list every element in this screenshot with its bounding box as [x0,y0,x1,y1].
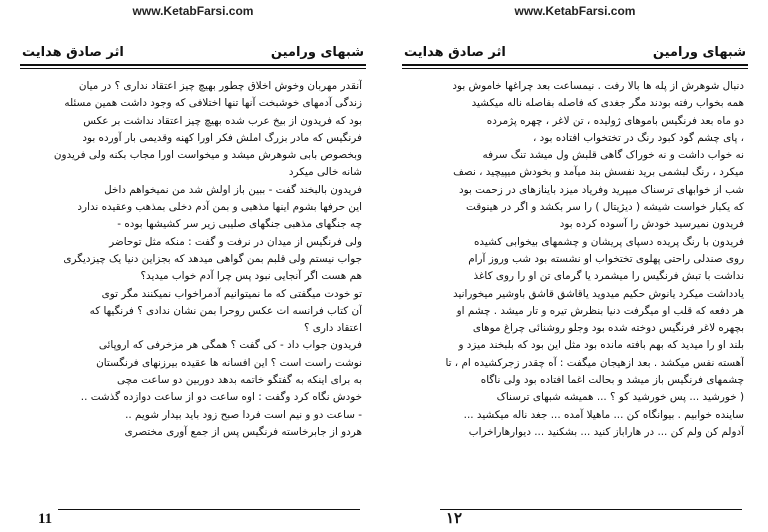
running-header [22,42,364,62]
text-line: بود که فریدون از بیخ عرب شده بهیچ چیز اعتقاد نداشت بر عکس [83,114,362,127]
author-credit: اثر صادق هدایت [22,44,124,60]
text-line: شانه خالى میکرد [288,166,362,179]
header-rule-thin [402,68,748,69]
text-line: فرنگیس که مادر بزرگ املش فکر اورا کهنه وقدیمى بار آورده بود [82,131,362,144]
text-line: به براى اینکه به گفتگو خاتمه بدهد دوربین دو ساعت مچى [116,374,362,387]
text-line: آن کتاب فرانسه ات عکس روحرا بمن نشان ندادى ؟ فرنگیها که [89,304,362,317]
text-line: فریدون جواب داد - کى گفت ؟ همگى هر مزخرفى که اروپائى [98,339,362,352]
site-watermark: www.KetabFarsi.com [514,4,636,18]
header-rule-thin [20,68,366,69]
book-title: شبهای ورامین [652,44,746,60]
text-line: نوشت راست است ؟ این افسانه ها عقیده بیرزنهاى فرنگستان [96,356,362,369]
left-page [18,0,368,532]
text-line: نه خواب داشت و نه خوراک گاهى قلبش ول میشد تنگ سرفه [482,149,744,162]
text-line: آدولم کن ولم کن ... در هاراباز کنید ... بشکنید ... دیوارهاراخراب [468,425,744,438]
text-line: تو خودت میگفتى که ما نمیتوانیم آدمراخواب نمیکنند مگر توى [101,287,362,300]
footer-rule [58,509,360,510]
book-title: شبهای ورامین [270,44,364,60]
text-line: هم هست اگر آنجایى نبود پس چرا آدم خواب میدید؟ [140,270,362,283]
text-line: همه بخواب رفته بودند مگر جغدى که فاصله بفاصله ناله میکشید [471,97,744,110]
text-line: چشمهاى فرنگیس باز میشد و بحالت اغما افتاده بود ولى ناگاه [480,374,744,387]
text-line: شب از خوابهاى ترسناک میپرید وفریاد میزد باینازهاى در زحمت بود [458,183,744,196]
text-line: چه جنگهاى مذهبى جنگهاى صلیبى زیر سر کشیشها بوده - [117,218,362,231]
text-line: دو ماه بعد فرنگیس باموهاى ژولیده ، تن لاغر ، چهره پژمرده [486,114,744,127]
page-number: 11 [38,511,53,527]
text-line: یادداشت میکرد یانوش حکیم میدوید یاقاشق قاشق باوشیر میخورانید [453,287,744,300]
text-line: ولى فرنگیس از میدان در نرفت و گفت : منکه مثل توحاضر [109,235,362,248]
text-line: هر دفعه که قلب او میگرفت دنیا بنظرش تیره و تار میشد . چشم او [456,304,744,317]
text-line: آنقدر مهربان وخوش اخلاق چطور بهیچ چیز اعتقاد ندارى ؟ در میان [78,80,362,92]
text-line: خودش نگاه کرد وگفت : اوه ساعت دو از ساعت دوازده گذشت .. [80,391,362,404]
header-rule [20,64,366,66]
text-line: اعتقاد دارى ؟ [303,322,362,335]
text-line: وبخصوص بابى شوهرش میشد و میخواست اورا مجاب بکنه ولى فریدون [53,149,362,162]
body-text [24,78,362,498]
text-line: ( خورشید ... پس خورشید کو ؟ ... همیشه شبهاى ترسناک [496,391,744,404]
text-line: روى صندلى راحتى پهلوى تختخواب او نشسته بود شب وروز آرام [468,252,744,265]
text-line: فریدون با رنگ پریده دسپاى پریشان و چشمهاى بیخوابى کشیده [473,235,744,248]
header-rule [402,64,748,66]
text-line: دنبال شوهرش از پله ها بالا رفت . نیمساعت بعد چراغها خاموش بود [452,80,744,92]
text-line: ، پای چشم گود کبود رنگ در تختخواب افتاده بود ، [533,131,744,144]
running-header [404,42,746,62]
text-line: فریدون نمیرسید خودش را آسوده کرده بود [559,218,744,231]
body-text [406,78,744,498]
right-page [400,0,750,532]
text-line: - ساعت دو و نیم است فردا صبح زود باید بیدار شویم .. [125,408,362,421]
footer-rule [440,509,742,510]
page-number: ۱۲ [446,511,463,527]
text-line: هردو از جابرخاسته فرنگیس پس از جمع آورى مختصرى [124,425,362,438]
author-credit: اثر صادق هدایت [404,44,506,60]
site-watermark: www.KetabFarsi.com [132,4,254,18]
text-line: آهسته نفس میکشد . بعد ازهیجان میگفت : آه چقدر زجرکشیده ام ، تا [445,356,744,369]
text-line: جواب نیستم ولى قلبم بمن گواهى میدهد که بجزاین دنیا یک چیزدیگرى [63,252,362,265]
text-line: بچهره لاغر فرنگیس دوخته شده بود وجلو روشنائى چراغ موهاى [472,322,744,335]
text-line: بلند او را میدید که بهم بافته مانده بود مثل این بود که بلبخند میزد و [458,339,744,352]
text-line: میکرد ، رنگ لبشمى برید نفسش بند میآمد و بخودش میپیچید ، نصف [453,166,744,179]
text-line: این حرفها بشوم اینها مذهبى و بمن آدم دخلى بمذهب وعقیده ندارد [77,201,362,214]
text-line: که یکبار خواست شیشه ( دیژیتال ) را سر بکشد و اگر در هینوقت [466,201,744,214]
text-line: نداشت با تبش فرنگیس را میشمرد یا گرماى تن او را روى کاغذ [473,270,744,283]
text-line: زندگى آدمهاى خوشبخت آنها تنها اختلافى که وجود داشت همین مسئله [64,97,362,110]
text-line: فریدون بالبخند گفت - ببین باز اولش شد من نمیخواهم داخل [104,183,362,196]
text-line: ساینده خوابیم . بیوانگاه کن ... ماهیلا آمده ... جغد ناله میکشید ... [463,408,744,421]
